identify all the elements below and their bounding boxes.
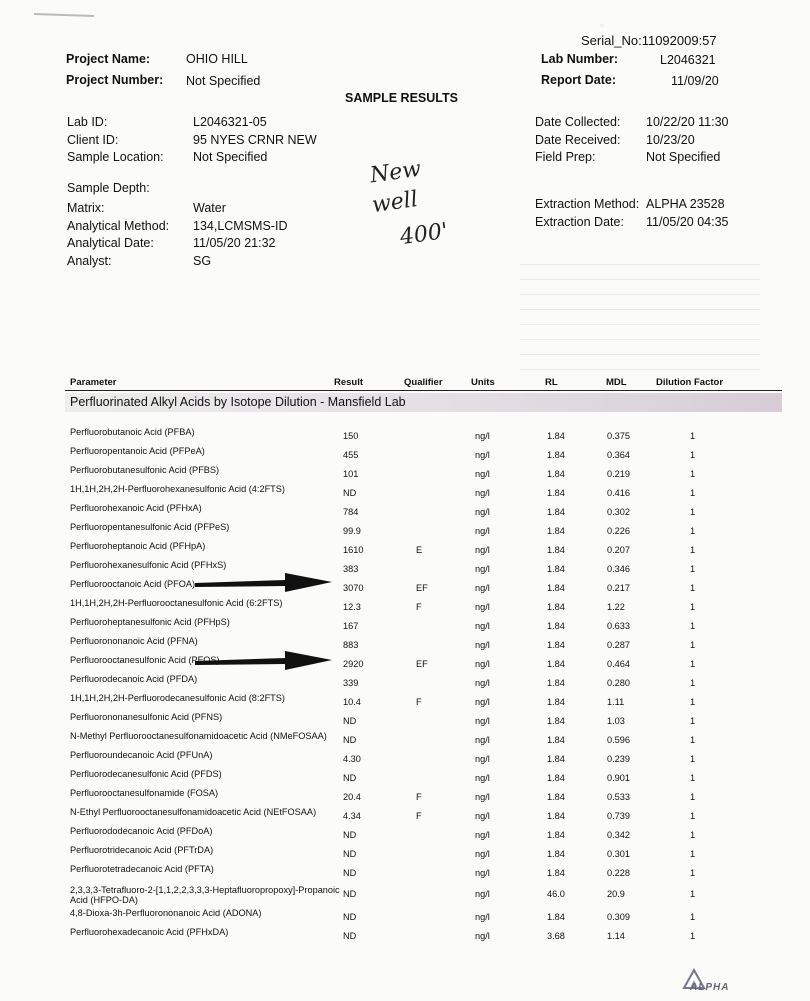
mdl-cell: 0.342 — [607, 830, 630, 840]
rl-cell: 1.84 — [547, 545, 565, 555]
rl-cell: 1.84 — [547, 640, 565, 650]
mdl-cell: 0.217 — [607, 583, 630, 593]
units-cell: ng/l — [475, 912, 490, 922]
rl-cell: 1.84 — [547, 602, 565, 612]
mdl-cell: 0.302 — [607, 507, 630, 517]
analyst: SG — [193, 254, 212, 268]
units-cell: ng/l — [475, 469, 490, 479]
rl-cell: 1.84 — [547, 526, 565, 536]
col-header-rl: RL — [545, 377, 558, 388]
dilution-cell: 1 — [690, 912, 696, 922]
rl-cell: 1.84 — [547, 659, 565, 669]
parameter-cell: Perfluorododecanoic Acid (PFDoA) — [70, 826, 213, 836]
handwritten-note-line3: 400' — [398, 218, 450, 251]
client-id-label: Client ID: — [67, 133, 119, 147]
mdl-cell: 1.03 — [607, 716, 625, 726]
matrix-label: Matrix: — [67, 201, 105, 215]
dilution-cell: 1 — [690, 602, 696, 612]
rl-cell: 1.84 — [547, 849, 565, 859]
ghost-text: ▫ — [600, 20, 604, 32]
analytical-date: 11/05/20 21:32 — [193, 236, 276, 250]
extraction-method: ALPHA 23528 — [646, 197, 725, 211]
result-cell: 883 — [343, 640, 359, 650]
arrow-pfoa-shape — [195, 573, 332, 592]
dilution-cell: 1 — [690, 792, 696, 802]
parameter-cell: Perfluorooctanoic Acid (PFOA) — [70, 579, 196, 589]
units-cell: ng/l — [475, 868, 490, 878]
extraction-date: 11/05/20 04:35 — [646, 215, 729, 229]
result-cell: 2920 — [343, 659, 364, 669]
units-cell: ng/l — [475, 526, 490, 536]
dilution-cell: 1 — [690, 830, 696, 840]
parameter-cell: Perfluorobutanoic Acid (PFBA) — [70, 427, 195, 437]
rl-cell: 1.84 — [547, 773, 565, 783]
units-cell: ng/l — [475, 602, 490, 612]
dilution-cell: 1 — [690, 659, 696, 669]
mdl-cell: 0.287 — [607, 640, 630, 650]
parameter-cell: Perfluoroheptanesulfonic Acid (PFHpS) — [70, 617, 230, 627]
dilution-cell: 1 — [690, 773, 696, 783]
dilution-cell: 1 — [690, 469, 696, 479]
units-cell: ng/l — [475, 507, 490, 517]
dilution-cell: 1 — [690, 450, 696, 460]
qualifier-cell: F — [416, 792, 422, 802]
result-cell: 3070 — [343, 583, 364, 593]
rl-cell: 1.84 — [547, 811, 565, 821]
date-collected-label: Date Collected: — [535, 115, 621, 129]
dilution-cell: 1 — [690, 526, 696, 536]
units-cell: ng/l — [475, 621, 490, 631]
dilution-cell: 1 — [690, 735, 696, 745]
col-header-dilution: Dilution Factor — [656, 377, 724, 388]
result-cell: ND — [343, 773, 357, 783]
result-cell: ND — [343, 931, 357, 941]
mdl-cell: 1.11 — [607, 697, 625, 707]
rl-cell: 1.84 — [547, 830, 565, 840]
parameter-cell: Perfluorononanoic Acid (PFNA) — [70, 636, 198, 646]
units-cell: ng/l — [475, 811, 490, 821]
result-cell: 101 — [343, 469, 359, 479]
project-number: Not Specified — [186, 74, 261, 88]
sample-location: Not Specified — [193, 150, 268, 164]
units-cell: ng/l — [475, 931, 490, 941]
dilution-cell: 1 — [690, 621, 696, 631]
result-cell: ND — [343, 912, 357, 922]
handwritten-note-line2: well — [370, 186, 420, 219]
result-cell: 150 — [343, 431, 359, 441]
parameter-cell: N-Methyl Perfluorooctanesulfonamidoacetic Acid (NMeFOSAA) — [70, 731, 327, 741]
extraction-date-label: Extraction Date: — [535, 215, 624, 229]
result-cell: 784 — [343, 507, 359, 517]
result-cell: ND — [343, 735, 357, 745]
parameter-cell: Perfluorobutanesulfonic Acid (PFBS) — [70, 465, 220, 475]
units-cell: ng/l — [475, 678, 490, 688]
parameter-cell: Perfluoropentanesulfonic Acid (PFPeS) — [70, 522, 230, 532]
parameter-cell: Perfluorohexadecanoic Acid (PFHxDA) — [70, 927, 229, 937]
result-cell: ND — [343, 889, 357, 899]
units-cell: ng/l — [475, 830, 490, 840]
mdl-cell: 0.375 — [607, 431, 630, 441]
dilution-cell: 1 — [690, 564, 696, 574]
parameter-cell: Perfluorodecanoic Acid (PFDA) — [70, 674, 198, 684]
dilution-cell: 1 — [690, 583, 696, 593]
qualifier-cell: EF — [416, 659, 428, 669]
mdl-cell: 0.207 — [607, 545, 630, 555]
parameter-cell: Perfluoropentanoic Acid (PFPeA) — [70, 446, 205, 456]
col-header-parameter: Parameter — [70, 377, 117, 388]
result-cell: ND — [343, 488, 357, 498]
handwritten-note-line1: New — [368, 156, 423, 189]
mdl-cell: 0.633 — [607, 621, 630, 631]
rl-cell: 3.68 — [547, 931, 565, 941]
units-cell: ng/l — [475, 564, 490, 574]
rl-cell: 1.84 — [547, 469, 565, 479]
report-date: 11/09/20 — [671, 74, 719, 88]
parameter-cell: N-Ethyl Perfluorooctanesulfonamidoacetic Acid (NEtFOSAA) — [70, 807, 317, 817]
units-cell: ng/l — [475, 792, 490, 802]
project-name: OHIO HILL — [186, 52, 248, 66]
project-name-label: Project Name: — [66, 52, 151, 66]
mdl-cell: 0.239 — [607, 754, 630, 764]
qualifier-cell: F — [416, 602, 422, 612]
units-cell: ng/l — [475, 583, 490, 593]
dilution-cell: 1 — [690, 545, 696, 555]
mdl-cell: 0.226 — [607, 526, 630, 536]
units-cell: ng/l — [475, 697, 490, 707]
dilution-cell: 1 — [690, 507, 696, 517]
parameter-cell: Perfluoroheptanoic Acid (PFHpA) — [70, 541, 206, 551]
rl-cell: 1.84 — [547, 792, 565, 802]
dilution-cell: 1 — [690, 754, 696, 764]
result-cell: 383 — [343, 564, 359, 574]
lab-number-label: Lab Number: — [541, 52, 619, 66]
serial-number: Serial_No:11092009:57 — [581, 33, 717, 48]
result-cell: ND — [343, 830, 357, 840]
result-cell: 10.4 — [343, 697, 361, 707]
result-cell: 167 — [343, 621, 359, 631]
sample-location-label: Sample Location: — [67, 150, 164, 164]
date-collected: 10/22/20 11:30 — [646, 115, 729, 129]
rl-cell: 1.84 — [547, 621, 565, 631]
analyst-label: Analyst: — [67, 254, 112, 268]
units-cell: ng/l — [475, 889, 490, 899]
rl-cell: 1.84 — [547, 564, 565, 574]
result-cell: 339 — [343, 678, 359, 688]
rl-cell: 1.84 — [547, 716, 565, 726]
dilution-cell: 1 — [690, 868, 696, 878]
mdl-cell: 0.901 — [607, 773, 630, 783]
units-cell: ng/l — [475, 488, 490, 498]
rl-cell: 1.84 — [547, 583, 565, 593]
parameter-cell: Perfluorohexanesulfonic Acid (PFHxS) — [70, 560, 227, 570]
lab-id: L2046321-05 — [193, 115, 267, 129]
analytical-method: 134,LCMSMS-ID — [193, 219, 288, 233]
mdl-cell: 0.309 — [607, 912, 630, 922]
rl-cell: 1.84 — [547, 912, 565, 922]
parameter-cell: Perfluorotetradecanoic Acid (PFTA) — [70, 864, 214, 874]
field-prep: Not Specified — [646, 150, 721, 164]
project-number-label: Project Number: — [66, 73, 164, 87]
qualifier-cell: F — [416, 697, 422, 707]
date-received: 10/23/20 — [646, 133, 695, 147]
rl-cell: 1.84 — [547, 507, 565, 517]
parameter-cell: Perfluorooctanesulfonamide (FOSA) — [70, 788, 219, 798]
mdl-cell: 0.464 — [607, 659, 630, 669]
mdl-cell: 0.219 — [607, 469, 630, 479]
sample-depth-label: Sample Depth: — [67, 181, 150, 195]
result-cell: 20.4 — [343, 792, 361, 802]
col-header-mdl: MDL — [606, 377, 627, 388]
result-cell: ND — [343, 868, 357, 878]
qualifier-cell: E — [416, 545, 423, 555]
client-id: 95 NYES CRNR NEW — [193, 133, 317, 147]
qualifier-cell: F — [416, 811, 422, 821]
units-cell: ng/l — [475, 716, 490, 726]
rl-cell: 46.0 — [547, 889, 565, 899]
page-title: SAMPLE RESULTS — [345, 91, 458, 105]
alpha-logo-text: ALPHA — [690, 982, 730, 993]
units-cell: ng/l — [475, 640, 490, 650]
dilution-cell: 1 — [690, 678, 696, 688]
parameter-cell: Perfluorononanesulfonic Acid (PFNS) — [70, 712, 223, 722]
parameter-cell: Perfluorodecanesulfonic Acid (PFDS) — [70, 769, 222, 779]
dilution-cell: 1 — [690, 931, 696, 941]
alpha-logo — [676, 968, 736, 996]
units-cell: ng/l — [475, 450, 490, 460]
units-cell: ng/l — [475, 735, 490, 745]
mdl-cell: 0.228 — [607, 868, 630, 878]
parameter-cell: Perfluorotridecanoic Acid (PFTrDA) — [70, 845, 214, 855]
dilution-cell: 1 — [690, 716, 696, 726]
mdl-cell: 0.739 — [607, 811, 630, 821]
rl-cell: 1.84 — [547, 431, 565, 441]
mdl-cell: 0.301 — [607, 849, 630, 859]
rl-cell: 1.84 — [547, 678, 565, 688]
result-cell: 99.9 — [343, 526, 361, 536]
result-cell: 12.3 — [343, 602, 361, 612]
dilution-cell: 1 — [690, 849, 696, 859]
rl-cell: 1.84 — [547, 697, 565, 707]
lab-id-label: Lab ID: — [67, 115, 108, 129]
result-cell: ND — [343, 849, 357, 859]
mdl-cell: 0.364 — [607, 450, 630, 460]
rl-cell: 1.84 — [547, 450, 565, 460]
rl-cell: 1.84 — [547, 868, 565, 878]
parameter-cell: 4,8-Dioxa-3h-Perfluorononanoic Acid (ADONA) — [70, 908, 262, 918]
dilution-cell: 1 — [690, 889, 696, 899]
dilution-cell: 1 — [690, 697, 696, 707]
parameter-cell: 1H,1H,2H,2H-Perfluorohexanesulfonic Acid (4:2FTS) — [70, 484, 285, 494]
parameter-cell: Perfluorohexanoic Acid (PFHxA) — [70, 503, 202, 513]
date-received-label: Date Received: — [535, 133, 621, 147]
field-prep-label: Field Prep: — [535, 150, 596, 164]
mdl-cell: 0.280 — [607, 678, 630, 688]
mdl-cell: 0.533 — [607, 792, 630, 802]
dilution-cell: 1 — [690, 488, 696, 498]
mdl-cell: 20.9 — [607, 889, 625, 899]
col-header-result: Result — [334, 377, 364, 388]
analytical-method-label: Analytical Method: — [67, 219, 170, 233]
dilution-cell: 1 — [690, 640, 696, 650]
parameter-cell: Perfluorooctanesulfonic Acid (PFOS) — [70, 655, 220, 665]
units-cell: ng/l — [475, 754, 490, 764]
col-header-qualifier: Qualifier — [404, 377, 443, 388]
result-cell: 1610 — [343, 545, 364, 555]
rl-cell: 1.84 — [547, 754, 565, 764]
mdl-cell: 0.416 — [607, 488, 630, 498]
result-cell: 4.30 — [343, 754, 361, 764]
report-date-label: Report Date: — [541, 73, 617, 87]
lab-number: L2046321 — [660, 53, 716, 67]
result-cell: ND — [343, 716, 357, 726]
dilution-cell: 1 — [690, 811, 696, 821]
section-header: Perfluorinated Alkyl Acids by Isotope Dilution - Mansfield Lab — [65, 393, 782, 412]
mdl-cell: 1.22 — [607, 602, 625, 612]
parameter-cell: 1H,1H,2H,2H-Perfluorooctanesulfonic Acid (6:2FTS) — [70, 598, 283, 608]
mdl-cell: 1.14 — [607, 931, 625, 941]
units-cell: ng/l — [475, 849, 490, 859]
extraction-method-label: Extraction Method: — [535, 197, 640, 211]
analytical-date-label: Analytical Date: — [67, 236, 154, 250]
units-cell: ng/l — [475, 431, 490, 441]
parameter-cell: 2,3,3,3-Tetrafluoro-2-[1,1,2,2,3,3,3-Heptafluoropropoxy]-Propanoic Acid (HFPO-DA) — [70, 885, 340, 905]
mdl-cell: 0.346 — [607, 564, 630, 574]
qualifier-cell: EF — [416, 583, 428, 593]
arrow-pfos-shape — [195, 651, 332, 670]
result-cell: 455 — [343, 450, 359, 460]
mdl-cell: 0.596 — [607, 735, 630, 745]
matrix: Water — [193, 201, 226, 215]
dilution-cell: 1 — [690, 431, 696, 441]
units-cell: ng/l — [475, 545, 490, 555]
rl-cell: 1.84 — [547, 488, 565, 498]
parameter-cell: Perfluoroundecanoic Acid (PFUnA) — [70, 750, 213, 760]
units-cell: ng/l — [475, 659, 490, 669]
units-cell: ng/l — [475, 773, 490, 783]
rl-cell: 1.84 — [547, 735, 565, 745]
result-cell: 4.34 — [343, 811, 361, 821]
parameter-cell: 1H,1H,2H,2H-Perfluorodecanesulfonic Acid (8:2FTS) — [70, 693, 285, 703]
col-header-units: Units — [471, 377, 495, 388]
